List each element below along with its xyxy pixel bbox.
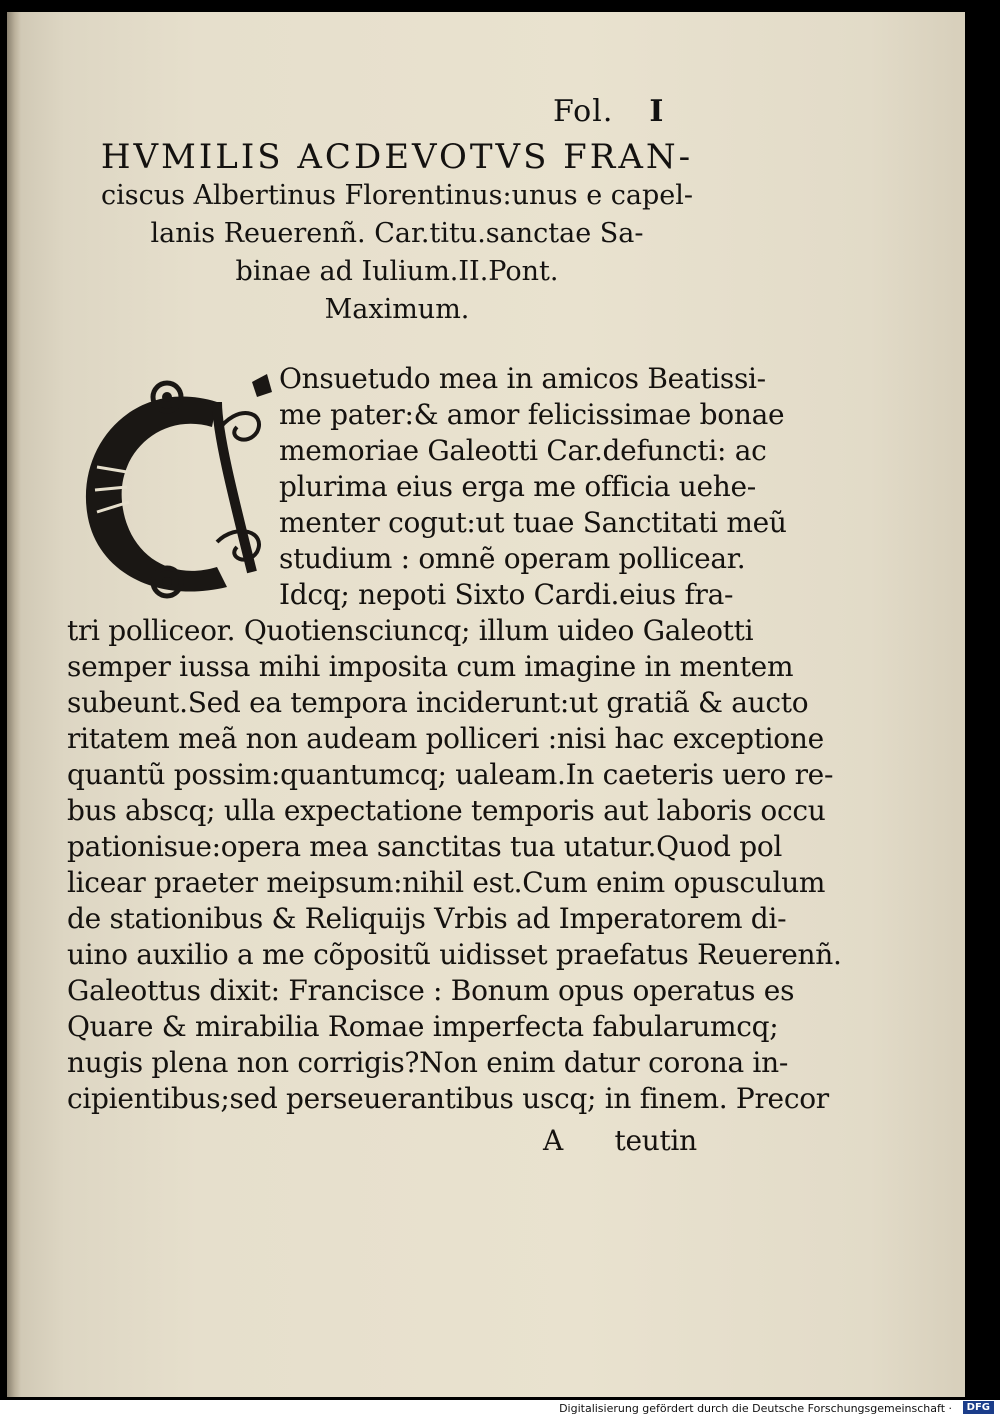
title-heading — [97, 137, 697, 329]
funding-credit: Digitalisierung gefördert durch die Deutsche Forschungsgemeinschaft · — [559, 1402, 952, 1415]
body-line: studium : omnẽ operam pollicear. — [279, 542, 746, 575]
body-line: nugis plena non corrigis?Non enim datur corona in- — [67, 1046, 788, 1079]
folio-number: I — [649, 94, 665, 129]
body-line: quantũ possim:quantumcq; ualeam.In caeteris uero re- — [67, 758, 834, 791]
body-line: me pater:& amor felicissimae bonae — [279, 398, 785, 431]
folio-marker — [553, 94, 664, 129]
body-line: pationisue:opera mea sanctitas tua utatur.Quod pol — [67, 830, 783, 863]
body-line: licear praeter meipsum:nihil est.Cum enim opusculum — [67, 866, 826, 899]
body-line: Galeottus dixit: Francisce : Bonum opus operatus es — [67, 974, 795, 1007]
heading-line-3: lanis Reuerenñ. Car.titu.sanctae Sa- — [150, 218, 644, 249]
body-line: cipientibus;sed perseuerantibus uscq; in finem. Precor — [67, 1082, 829, 1115]
body-line: Quare & mirabilia Romae imperfecta fabularumcq; — [67, 1010, 779, 1043]
body-line: semper iussa mihi imposita cum imagine in mentem — [67, 650, 794, 683]
decorated-initial-c — [67, 372, 282, 607]
body-line: Onsuetudo mea in amicos Beatissi- — [279, 362, 766, 395]
body-line: de stationibus & Reliquijs Vrbis ad Imperatorem di- — [67, 902, 787, 935]
catchword: A teutin — [543, 1124, 697, 1157]
body-line: subeunt.Sed ea tempora inciderunt:ut gratiã & aucto — [67, 686, 809, 719]
book-page — [7, 12, 965, 1397]
body-line: bus abscq; ulla expectatione temporis aut laboris occu — [67, 794, 826, 827]
body-line: ritatem meã non audeam polliceri :nisi hac exceptione — [67, 722, 824, 755]
folio-label: Fol. — [553, 94, 614, 129]
heading-line-5: Maximum. — [324, 294, 470, 325]
body-line: uino auxilio a me cõpositũ uidisset praefatus Reuerenñ. — [67, 938, 842, 971]
body-line: menter cogut:ut tuae Sanctitati meũ — [279, 506, 787, 539]
page-spine-shadow — [7, 12, 21, 1397]
heading-line-1: HVMILIS ACDEVOTVS FRAN- — [100, 137, 694, 177]
body-line: plurima eius erga me officia uehe- — [279, 470, 756, 503]
body-line: Idcq; nepoti Sixto Cardi.eius fra- — [279, 578, 734, 611]
body-line: memoriae Galeotti Car.defuncti: ac — [279, 434, 767, 467]
body-line: tri polliceor. Quotiensciuncq; illum uideo Galeotti — [67, 614, 754, 647]
heading-line-2: ciscus Albertinus Florentinus:unus e capel- — [100, 180, 694, 211]
dfg-logo: DFG — [963, 1401, 994, 1414]
heading-line-4: binae ad Iulium.II.Pont. — [235, 256, 559, 287]
